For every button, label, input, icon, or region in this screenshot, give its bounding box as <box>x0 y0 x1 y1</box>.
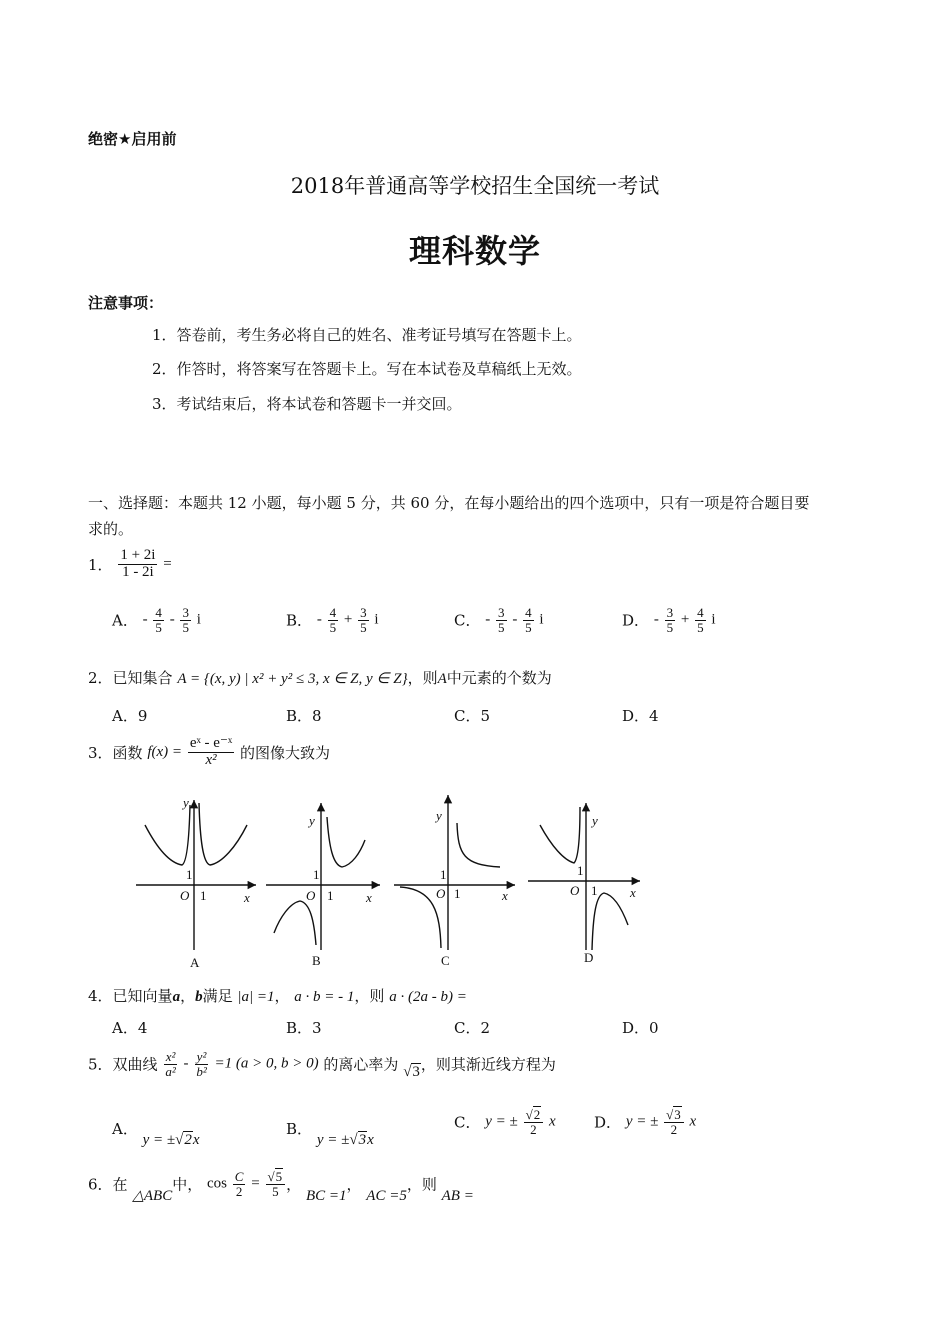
q4-option-c[interactable] <box>454 1017 490 1038</box>
q1-denominator: 1 - 2i <box>122 563 154 580</box>
denominator: 5 <box>360 619 367 635</box>
radicand: 5 <box>275 1169 283 1184</box>
option-label: C． <box>454 707 481 725</box>
denominator: b² <box>196 1063 207 1079</box>
imag-unit: i <box>196 611 201 628</box>
graph-d-origin-label: O <box>570 883 580 898</box>
q1-number: 1． <box>88 555 113 574</box>
numerator: √2 <box>524 1108 544 1123</box>
option-label: C． <box>454 1113 481 1132</box>
graph-c-caption: C <box>441 953 450 968</box>
q4-cond2: a · b = - 1 <box>294 989 355 1005</box>
q4-sep: ， <box>180 987 196 1005</box>
q5-option-b[interactable] <box>286 1118 374 1148</box>
q1-numerator: 1 + 2i <box>120 547 156 563</box>
graph-a[interactable] <box>136 800 256 950</box>
radicand: 3 <box>358 1132 367 1148</box>
expr-post: x <box>548 1113 556 1130</box>
option-sign: - <box>653 611 659 628</box>
q4-expression: a · (2a - b) = <box>389 989 467 1005</box>
numerator: 4 <box>525 605 532 620</box>
q6-ab: AB = <box>441 1188 474 1205</box>
graph-b-one-x-label: 1 <box>327 888 334 903</box>
question-6 <box>88 1169 474 1205</box>
question-1 <box>88 548 172 581</box>
option-label: A． <box>112 1120 138 1138</box>
radicand: 2 <box>184 1132 192 1148</box>
option-expression <box>317 1132 374 1148</box>
question-5 <box>88 1050 556 1081</box>
q2-suffix: ，则 <box>407 669 438 687</box>
question-4 <box>88 985 467 1006</box>
q6-triangle: △ABC <box>132 1188 173 1205</box>
graph-a-one-x-label: 1 <box>200 888 207 903</box>
option-fraction <box>524 1108 544 1136</box>
denominator: 2 <box>235 1183 243 1199</box>
graph-a-one-label: 1 <box>186 867 193 882</box>
option-label: D． <box>622 611 650 630</box>
expr-post: x <box>367 1132 374 1148</box>
q2-option-d[interactable] <box>622 705 659 726</box>
option-value: 2 <box>480 1019 491 1037</box>
q5-number: 5． <box>88 1055 113 1074</box>
q3-function: f(x) = <box>147 743 183 760</box>
q4-vector-b: b <box>195 989 203 1005</box>
q4-vector-a: a <box>172 989 181 1005</box>
denominator: 5 <box>498 619 505 635</box>
graph-a-x-label: x <box>244 890 250 905</box>
numerator: 4 <box>697 605 704 620</box>
option-label: C． <box>454 611 481 630</box>
option-fraction <box>665 606 676 634</box>
graph-c[interactable] <box>394 795 515 950</box>
q3-fraction <box>188 736 234 769</box>
expr-post: x <box>192 1132 200 1148</box>
radicand: 3 <box>412 1064 420 1081</box>
q2-option-a[interactable] <box>112 705 147 726</box>
q4-option-a[interactable] <box>112 1017 147 1038</box>
q6-equals: = <box>251 1175 260 1192</box>
option-label: B． <box>286 1120 313 1138</box>
denominator: 5 <box>182 619 189 635</box>
q6-fraction-c <box>233 1170 246 1198</box>
q5-minus: - <box>183 1055 189 1072</box>
q6-fraction-root5 <box>266 1170 286 1198</box>
option-label: B． <box>286 707 313 725</box>
q6-comma: ， <box>286 1175 302 1194</box>
denominator: 5 <box>666 619 674 635</box>
q4-number: 4． <box>88 987 113 1005</box>
graph-b-origin-label: O <box>306 888 316 903</box>
option-value: 9 <box>137 707 148 725</box>
imag-unit: i <box>539 611 544 628</box>
option-fraction <box>664 1108 684 1136</box>
numerator: 3 <box>666 605 674 620</box>
option-label: D． <box>622 1019 650 1037</box>
numerator: √3 <box>664 1108 684 1123</box>
option-value: 5 <box>480 707 491 725</box>
option-sign: - <box>169 611 175 628</box>
q5-tail: ，则其渐近线方程为 <box>420 1055 556 1074</box>
q2-set-expression: A = {(x, y) | x² + y² ≤ 3, x ∈ Z, y ∈ Z} <box>177 671 408 687</box>
q6-bc: BC =1 <box>305 1188 347 1205</box>
q4-prefix: 已知向量 <box>112 987 173 1005</box>
numerator: 4 <box>155 605 162 620</box>
q2-number: 2． <box>88 669 113 687</box>
option-sign: - <box>512 611 518 628</box>
numerator: 4 <box>329 605 337 620</box>
section1-intro-line2: 求的。 <box>88 520 134 538</box>
graph-d-one-label: 1 <box>577 863 584 878</box>
q4-option-b[interactable] <box>286 1017 322 1038</box>
q2-var: A <box>437 671 447 687</box>
graph-d[interactable] <box>528 803 640 950</box>
option-sign: + <box>343 611 353 628</box>
option-label: A． <box>112 611 138 630</box>
option-fraction <box>695 606 706 634</box>
option-fraction <box>523 606 534 634</box>
graph-b-one-label: 1 <box>313 867 320 882</box>
denominator: 2 <box>670 1121 678 1137</box>
graph-a-y-label: y <box>183 795 189 810</box>
notice-title: 注意事项： <box>88 294 164 312</box>
q2-option-c[interactable] <box>454 705 490 726</box>
option-fraction <box>328 606 339 634</box>
q4-cond-text: 满足 <box>202 987 233 1005</box>
q3-denominator: x² <box>205 751 217 768</box>
graph-c-x-label: x <box>502 888 508 903</box>
option-expression <box>143 1132 200 1148</box>
option-value: 8 <box>312 707 322 725</box>
q6-cos: cos <box>207 1175 228 1192</box>
q1-option-a[interactable] <box>112 606 201 634</box>
numerator: 3 <box>360 605 367 620</box>
q1-option-c[interactable] <box>454 606 544 634</box>
q3-tail: 的图像大致为 <box>240 743 331 762</box>
notice-item-3: 3．考试结束后，将本试卷和答题卡一并交回。 <box>152 395 462 413</box>
q4-sep2: ， <box>274 987 290 1005</box>
q4-ask: ，则 <box>354 987 385 1005</box>
q5-fraction-x <box>163 1050 177 1078</box>
expr-pre: y = ± <box>142 1132 176 1148</box>
expr-pre: y = ± <box>485 1113 518 1130</box>
q5-mid: 的离心率为 <box>323 1055 399 1074</box>
graph-d-x-label: x <box>630 885 636 900</box>
imag-unit: i <box>711 611 716 628</box>
denominator: 5 <box>329 619 337 635</box>
q5-option-a[interactable] <box>112 1118 200 1148</box>
option-label: D． <box>622 707 650 725</box>
q2-option-b[interactable] <box>286 705 322 726</box>
q4-option-d[interactable] <box>622 1017 659 1038</box>
q5-condition: =1 (a > 0, b > 0) <box>214 1055 319 1072</box>
q3-number: 3． <box>88 743 113 762</box>
q6-comma2: ， <box>346 1175 362 1194</box>
option-value: 4 <box>649 707 659 725</box>
q4-cond1: |a| =1 <box>237 989 275 1005</box>
denominator: 5 <box>272 1183 279 1199</box>
numerator: 3 <box>498 605 505 620</box>
section1-intro-line1: 一、选择题：本题共 12 小题，每小题 5 分，共 60 分，在每小题给出的四个选项中，只有一项是符合题目要 <box>88 494 810 512</box>
q1-option-b[interactable] <box>286 606 379 634</box>
question-2 <box>88 667 552 688</box>
option-label: A． <box>112 1019 138 1037</box>
graph-b-x-label: x <box>366 890 372 905</box>
expr-post: x <box>689 1113 697 1130</box>
sqrt: √2 <box>175 1132 192 1148</box>
question-3 <box>88 736 330 769</box>
numerator: y² <box>196 1049 207 1064</box>
secret-label: 绝密★启用前 <box>88 130 177 148</box>
option-fraction <box>358 606 369 634</box>
q5-option-c[interactable] <box>454 1108 556 1136</box>
notice-item-1: 1．答卷前，考生务必将自己的姓名、准考证号填写在答题卡上。 <box>152 326 582 344</box>
numerator: C <box>234 1169 244 1184</box>
option-value: 0 <box>649 1019 659 1037</box>
subject-title: 理科数学 <box>408 232 541 270</box>
numerator: x² <box>165 1049 176 1064</box>
q6-ze: ，则 <box>406 1175 437 1194</box>
option-sign: - <box>142 611 148 628</box>
option-label: B． <box>286 611 313 630</box>
q6-prefix: 在 <box>112 1175 128 1194</box>
graph-d-one-x-label: 1 <box>591 883 598 898</box>
graph-c-one-x-label: 1 <box>454 886 461 901</box>
exam-title: 2018年普通高等学校招生全国统一考试 <box>290 174 660 198</box>
option-sign: - <box>316 611 322 628</box>
q5-option-d[interactable] <box>594 1108 696 1136</box>
denominator: 5 <box>697 619 704 635</box>
expr-pre: y = ± <box>316 1132 350 1148</box>
option-label: C． <box>454 1019 481 1037</box>
q6-number: 6． <box>88 1175 113 1194</box>
sqrt: √3 <box>349 1132 367 1148</box>
notice-item-2: 2．作答时，将答案写在答题卡上。写在本试卷及草稿纸上无效。 <box>152 360 582 378</box>
denominator: 5 <box>525 619 532 635</box>
q3-prefix: 函数 <box>112 743 143 762</box>
q1-option-d[interactable] <box>622 606 716 634</box>
q6-mid: 中， <box>172 1175 203 1194</box>
radicand: 2 <box>533 1107 541 1122</box>
option-fraction <box>496 606 507 634</box>
graph-a-caption: A <box>190 955 200 970</box>
graph-b-caption: B <box>312 953 321 968</box>
denominator: 2 <box>530 1121 537 1137</box>
radicand: 3 <box>674 1107 681 1122</box>
q1-equals: = <box>163 555 172 572</box>
option-fraction <box>153 606 164 634</box>
option-label: D． <box>594 1113 622 1132</box>
q5-fraction-y <box>194 1050 208 1078</box>
q2-tail: 中元素的个数为 <box>446 669 552 687</box>
option-label: A． <box>112 707 138 725</box>
option-value: 4 <box>137 1019 148 1037</box>
graph-c-origin-label: O <box>436 886 446 901</box>
expr-pre: y = ± <box>625 1113 659 1130</box>
q5-sqrt3: √3 <box>403 1064 420 1081</box>
q5-prefix: 双曲线 <box>112 1055 158 1074</box>
denominator: a² <box>165 1063 176 1079</box>
graph-c-y-label: y <box>436 808 442 823</box>
q1-fraction <box>118 548 157 581</box>
q3-graphs <box>0 785 950 975</box>
graph-a-origin-label: O <box>180 888 190 903</box>
graph-b-y-label: y <box>309 813 315 828</box>
q3-numerator: eˣ - e⁻ˣ <box>189 735 233 751</box>
imag-unit: i <box>374 611 379 628</box>
graph-b[interactable] <box>266 803 380 950</box>
numerator: √5 <box>266 1170 286 1185</box>
denominator: 5 <box>155 619 162 635</box>
option-sign: + <box>680 611 690 628</box>
graph-d-caption: D <box>584 950 594 965</box>
numerator: 3 <box>182 605 189 620</box>
q6-ac: AC =5 <box>366 1188 407 1205</box>
q2-prefix: 已知集合 <box>112 669 173 687</box>
option-sign: - <box>485 611 491 628</box>
option-label: B． <box>286 1019 313 1037</box>
graph-c-one-label: 1 <box>440 867 447 882</box>
graph-d-y-label: y <box>592 813 598 828</box>
option-fraction <box>180 606 191 634</box>
option-value: 3 <box>312 1019 322 1037</box>
